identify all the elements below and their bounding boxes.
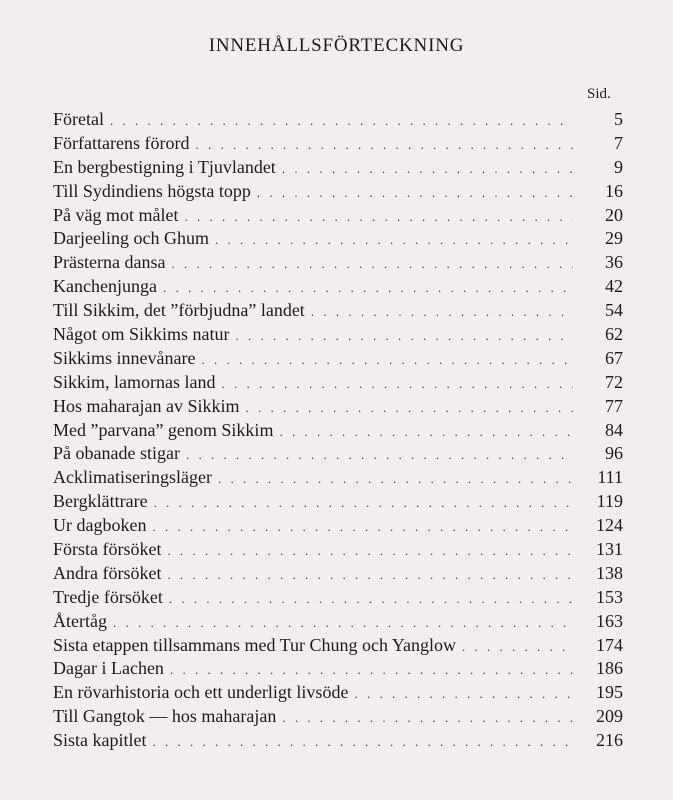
dot-leader <box>154 495 573 511</box>
dot-leader <box>311 304 573 320</box>
toc-entry-page-number: 153 <box>596 586 623 607</box>
toc-entry-page-number: 62 <box>605 324 623 345</box>
toc-entry-page-number: 111 <box>597 467 623 488</box>
toc-entry-title: Första försöket <box>53 539 162 560</box>
dot-leader <box>169 591 573 607</box>
toc-entry <box>53 706 623 730</box>
dot-leader <box>282 161 573 177</box>
toc-entry <box>53 443 623 467</box>
dot-leader <box>152 519 573 535</box>
dot-leader <box>153 734 574 750</box>
toc-entry-title: Med ”parvana” genom Sikkim <box>53 419 274 440</box>
toc-entry-page-number: 96 <box>605 443 623 464</box>
toc-entry <box>53 228 623 252</box>
dot-leader <box>282 710 573 726</box>
toc-entry-title: Kanchenjunga <box>53 276 157 297</box>
toc-entry-page-number: 9 <box>614 156 623 177</box>
toc-entry-page-number: 216 <box>596 730 623 751</box>
dot-leader <box>110 113 573 129</box>
dot-leader <box>167 543 573 559</box>
page-title: INNEHÅLLSFÖRTECKNING <box>208 35 465 56</box>
toc-entry-page-number: 77 <box>605 395 623 416</box>
toc-entry-page-number: 124 <box>596 515 623 536</box>
dot-leader <box>215 232 573 248</box>
toc-entry <box>53 587 623 611</box>
dot-leader <box>113 615 573 631</box>
dot-leader <box>257 185 573 201</box>
dot-leader <box>171 256 573 272</box>
toc-entry <box>53 658 623 682</box>
toc-entry-page-number: 119 <box>596 491 623 512</box>
toc-entry-page-number: 20 <box>605 204 623 225</box>
toc-entry-title: Till Gangtok — hos maharajan <box>53 706 277 727</box>
dot-leader <box>279 424 573 440</box>
toc-entry-title: Sista etappen tillsammans med Tur Chung och Yanglow <box>53 634 457 655</box>
dot-leader <box>236 328 574 344</box>
toc-entry-title: Sikkims innevånare <box>53 347 196 368</box>
toc-entry-title: Prästerna dansa <box>53 252 166 273</box>
dot-leader <box>354 686 573 702</box>
toc-entry <box>53 420 623 444</box>
toc-entry <box>53 300 623 324</box>
toc-entry-page-number: 36 <box>605 252 623 273</box>
dot-leader <box>167 567 573 583</box>
toc-entry <box>53 109 623 133</box>
toc-entry-title: Sista kapitlet <box>53 730 147 751</box>
toc-entry <box>53 181 623 205</box>
table-of-contents <box>53 109 623 754</box>
toc-entry-title: Andra försöket <box>53 562 162 583</box>
toc-entry <box>53 372 623 396</box>
toc-entry-page-number: 5 <box>614 109 623 129</box>
toc-entry <box>53 157 623 181</box>
toc-entry <box>53 396 623 420</box>
toc-entry <box>53 252 623 276</box>
toc-entry <box>53 205 623 229</box>
toc-entry-page-number: 29 <box>605 228 623 249</box>
toc-entry <box>53 563 623 587</box>
toc-entry-title: Till Sydindiens högsta topp <box>53 180 251 201</box>
toc-entry-title: Acklimatiseringsläger <box>53 467 212 488</box>
toc-entry-title: Darjeeling och Ghum <box>53 228 209 249</box>
toc-entry <box>53 682 623 706</box>
dot-leader <box>218 471 573 487</box>
page-column-label: Sid. <box>587 86 611 102</box>
toc-entry-page-number: 131 <box>596 539 623 560</box>
toc-entry-title: Till Sikkim, det ”förbjudna” landet <box>53 300 305 321</box>
toc-entry <box>53 276 623 300</box>
toc-entry <box>53 730 623 754</box>
toc-entry <box>53 611 623 635</box>
toc-entry-title: Dagar i Lachen <box>53 658 164 679</box>
toc-entry-title: Sikkim, lamornas land <box>53 371 216 392</box>
toc-entry-page-number: 209 <box>596 706 623 727</box>
toc-entry-title: Något om Sikkims natur <box>53 324 230 345</box>
toc-entry-page-number: 67 <box>605 347 623 368</box>
toc-entry <box>53 467 623 491</box>
dot-leader <box>245 400 573 416</box>
dot-leader <box>201 352 573 368</box>
toc-entry-title: Hos maharajan av Sikkim <box>53 395 240 416</box>
toc-entry-page-number: 163 <box>596 610 623 631</box>
toc-entry-page-number: 16 <box>605 180 623 201</box>
toc-entry-title: Företal <box>53 109 104 129</box>
toc-entry-title: Ur dagboken <box>53 515 147 536</box>
toc-entry <box>53 133 623 157</box>
dot-leader <box>186 447 573 463</box>
toc-entry <box>53 635 623 659</box>
toc-entry <box>53 491 623 515</box>
dot-leader <box>462 639 573 655</box>
toc-entry-title: Återtåg <box>53 610 107 631</box>
toc-entry-page-number: 186 <box>596 658 623 679</box>
toc-entry-title: På väg mot målet <box>53 204 179 225</box>
toc-entry-page-number: 54 <box>605 300 623 321</box>
dot-leader <box>163 280 573 296</box>
toc-entry-page-number: 84 <box>605 419 623 440</box>
toc-entry <box>53 348 623 372</box>
toc-entry-title: Bergklättrare <box>53 491 148 512</box>
toc-entry-title: En bergbestigning i Tjuvlandet <box>53 156 276 177</box>
toc-entry <box>53 324 623 348</box>
dot-leader <box>170 662 573 678</box>
dot-leader <box>184 209 573 225</box>
toc-entry-page-number: 138 <box>596 562 623 583</box>
toc-entry-title: En rövarhistoria och ett underligt livsöde <box>53 682 349 703</box>
dot-leader <box>195 137 573 153</box>
toc-entry <box>53 515 623 539</box>
toc-entry-page-number: 7 <box>614 132 623 153</box>
dot-leader <box>221 376 573 392</box>
toc-entry <box>53 539 623 563</box>
toc-entry-page-number: 72 <box>605 371 623 392</box>
toc-entry-title: På obanade stigar <box>53 443 180 464</box>
toc-entry-page-number: 195 <box>596 682 623 703</box>
toc-entry-title: Författarens förord <box>53 132 190 153</box>
toc-entry-title: Tredje försöket <box>53 586 163 607</box>
toc-entry-page-number: 42 <box>605 276 623 297</box>
toc-entry-page-number: 174 <box>596 634 623 655</box>
